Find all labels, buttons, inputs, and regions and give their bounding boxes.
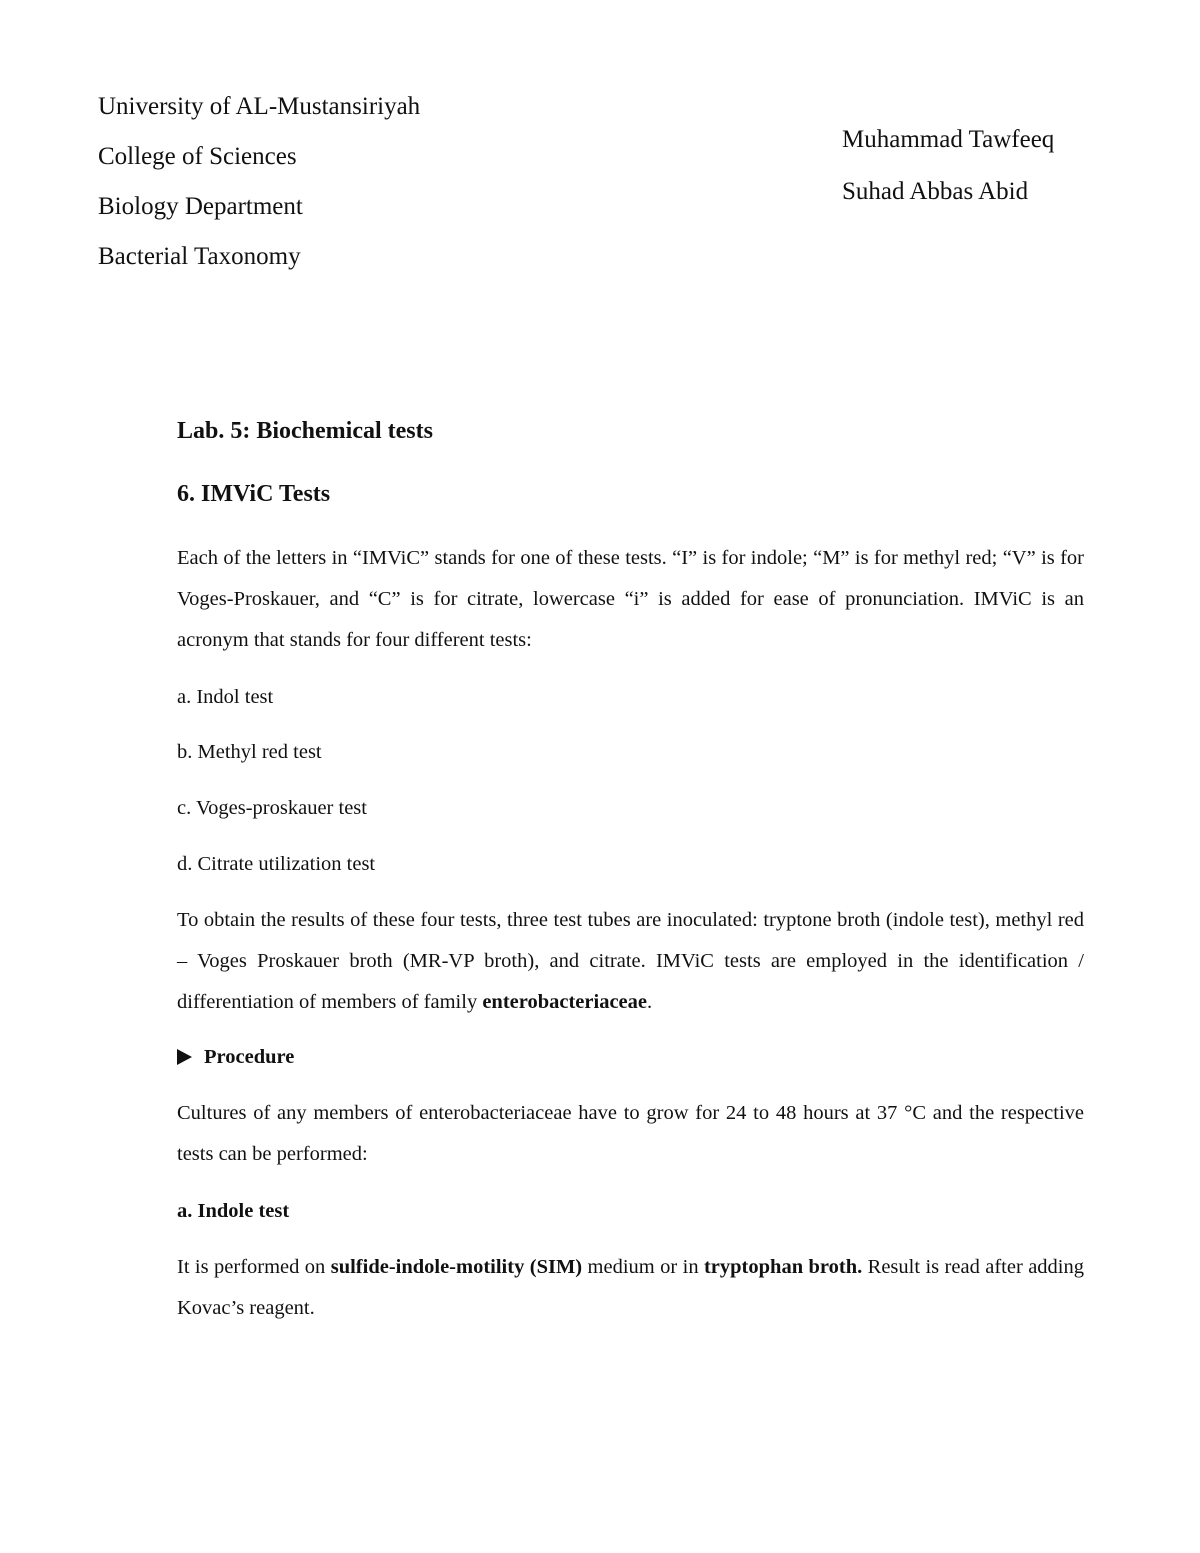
list-item-citrate-utilization-test: d. Citrate utilization test: [177, 853, 376, 875]
indole-text-1: It is performed on: [177, 1256, 331, 1278]
results-period: .: [647, 991, 653, 1013]
procedure-paragraph: Cultures of any members of enterobacteriaceae have to grow for 24 to 48 hours at 37 °C and the respective tests can be performed:: [177, 1102, 1084, 1165]
list-item-voges-proskauer-test: c. Voges-proskauer test: [177, 797, 367, 819]
family-term: enterobacteriaceae: [482, 991, 647, 1013]
indole-test-heading: a. Indole test: [177, 1200, 290, 1222]
lab-title: Lab. 5: Biochemical tests: [177, 418, 433, 444]
results-text: To obtain the results of these four tests, three test tubes are inoculated: tryptone broth (indole test), methyl red – Voges Proskauer broth (MR-VP broth), and citrate. IMViC tests are employed in the identification / differentiation of members of family: [177, 909, 1084, 1013]
procedure-label: Procedure: [204, 1046, 295, 1068]
author-1: Muhammad Tawfeeq: [842, 126, 1055, 153]
institution-header: [98, 82, 420, 282]
procedure-heading: [177, 1042, 294, 1072]
college-name: College of Sciences: [98, 143, 297, 170]
course-name: Bacterial Taxonomy: [98, 243, 301, 270]
authors-header: [842, 114, 1054, 218]
list-item-indol-test: a. Indol test: [177, 686, 274, 708]
indole-text-3: Result is read after adding Kovac’s reagent.: [177, 1256, 1084, 1319]
university-name: University of AL-Mustansiriyah: [98, 93, 421, 120]
section-title: 6. IMViC Tests: [177, 481, 331, 507]
indole-text-2: medium or in: [582, 1256, 704, 1278]
indole-paragraph: [177, 1247, 1084, 1329]
triangle-bullet-icon: [177, 1049, 192, 1065]
department-name: Biology Department: [98, 193, 303, 220]
sim-medium-term: sulfide-indole-motility (SIM): [330, 1256, 583, 1278]
tryptophan-broth-term: tryptophan broth.: [703, 1256, 863, 1278]
results-paragraph: [177, 900, 1084, 1023]
intro-paragraph: Each of the letters in “IMViC” stands for one of these tests. “I” is for indole; “M” is for methyl red; “V” is for Voges-Proskauer, and “C” is for citrate, lowercase “i” is added for ease of pronunciation. IMViC is an acronym that stands for four different tests:: [177, 547, 1084, 651]
list-item-methyl-red-test: b. Methyl red test: [177, 741, 322, 763]
author-2: Suhad Abbas Abid: [842, 178, 1029, 205]
